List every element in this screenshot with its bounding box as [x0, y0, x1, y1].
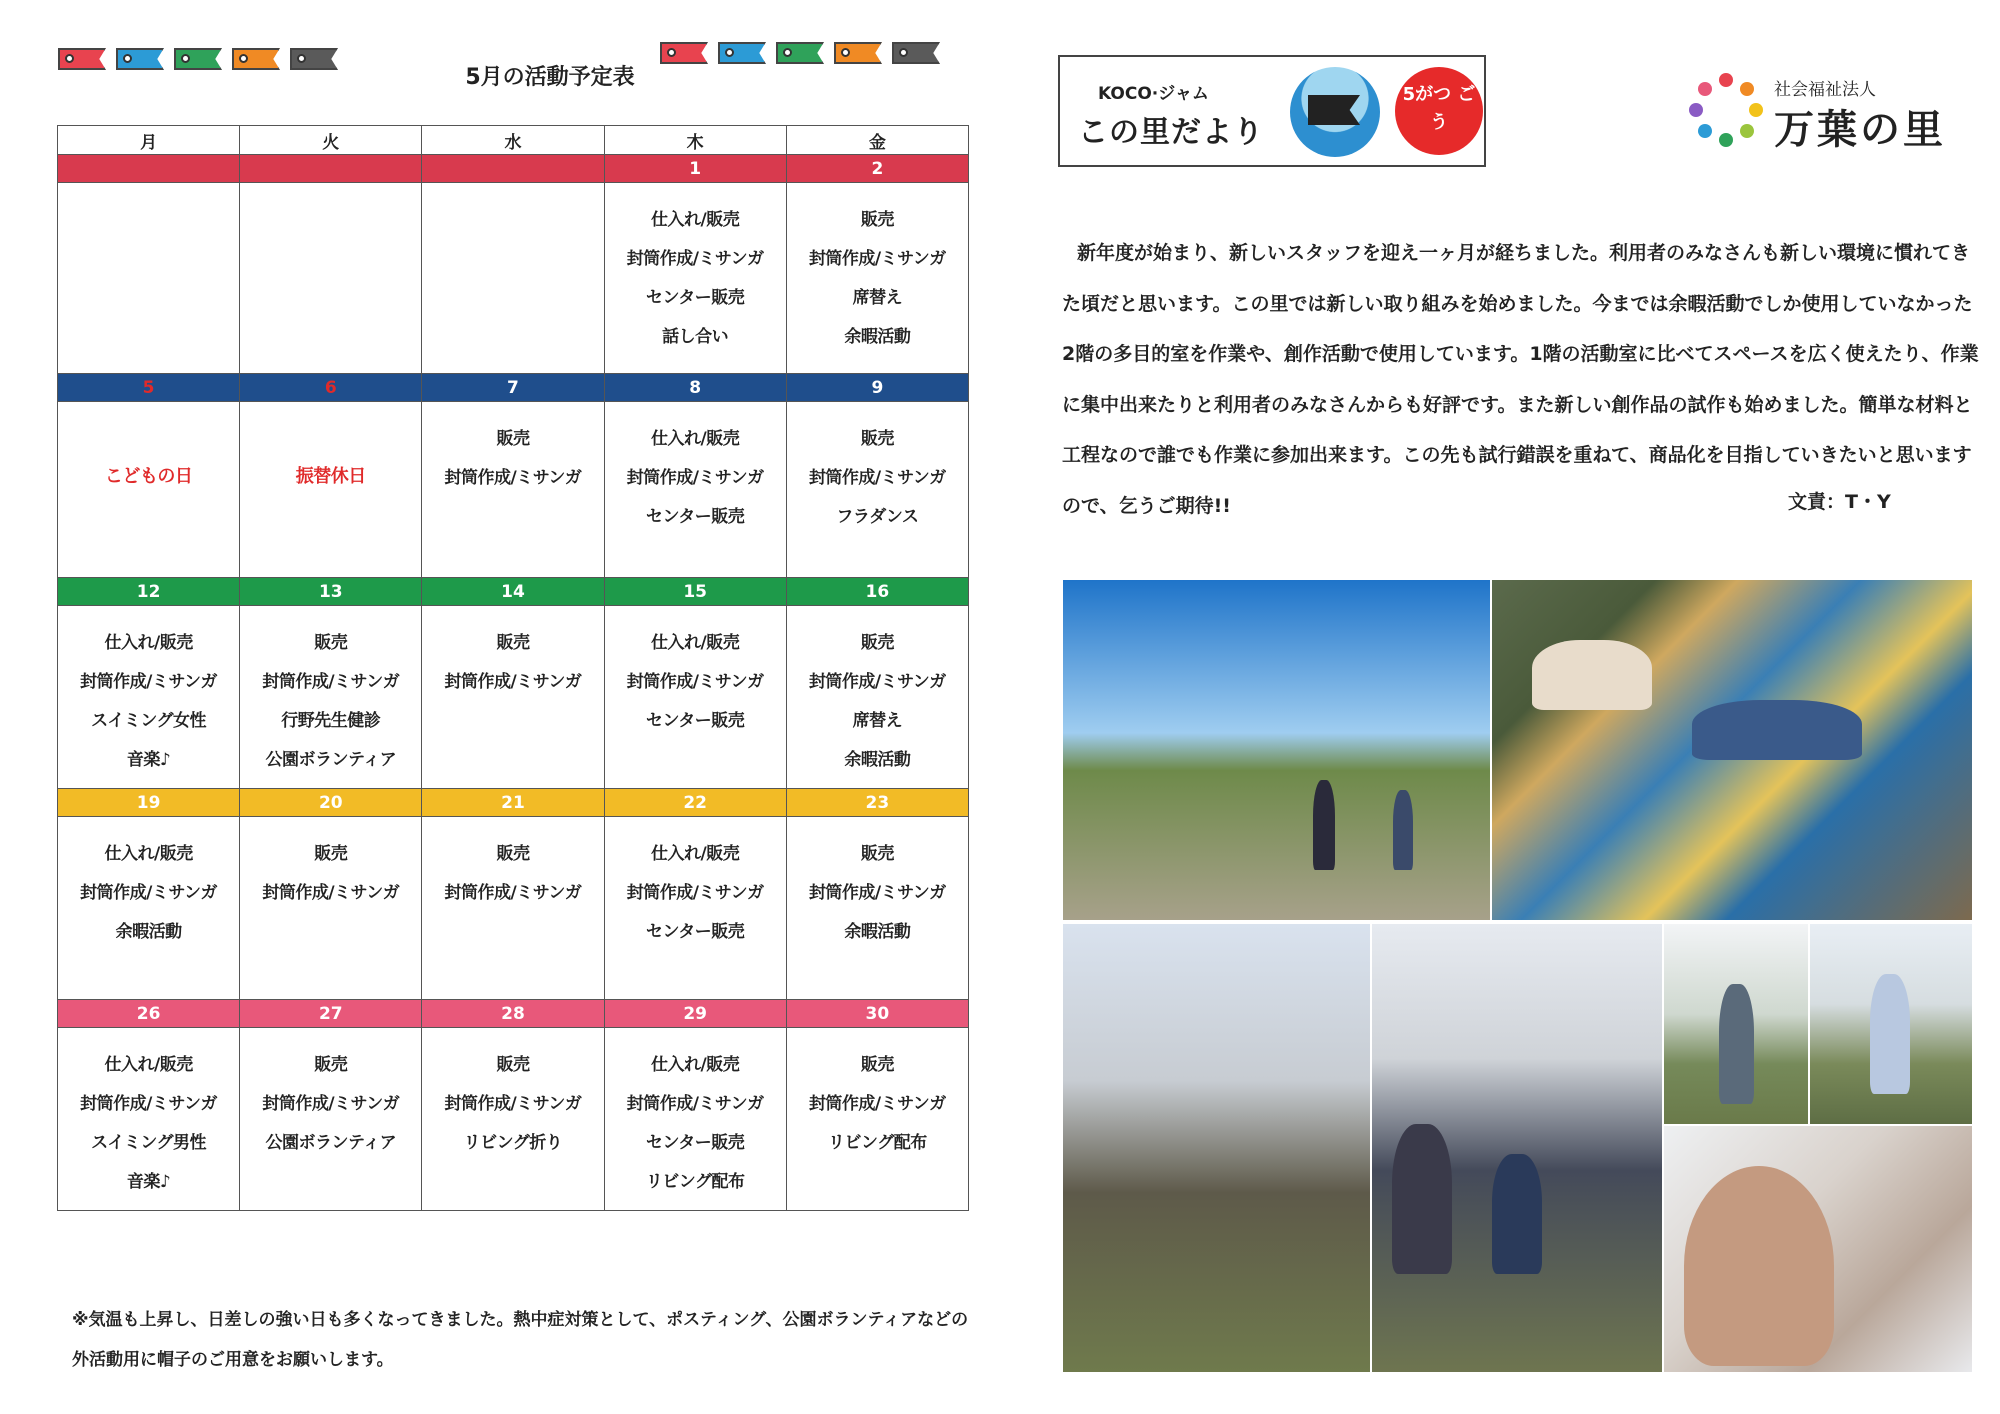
activity-item: 販売 [496, 844, 530, 864]
issue-badge: 5がつ ごう [1395, 67, 1483, 155]
activity-item: 封筒作成/ミサンガ [80, 672, 218, 692]
activity-item: 販売 [496, 1055, 530, 1075]
activity-item: リビング折り [463, 1133, 563, 1153]
activity-item: 仕入れ/販売 [651, 210, 740, 230]
org-logo-icon [1688, 72, 1764, 148]
activity-item: 封筒作成/ミサンガ [444, 883, 582, 903]
org-name: 万葉の里 [1774, 107, 1946, 153]
activity-item: 仕入れ/販売 [651, 1055, 740, 1075]
date-number: 8 [604, 374, 786, 402]
activity-item: 封筒作成/ミサンガ [444, 672, 582, 692]
activity-item: こどもの日 [104, 466, 193, 487]
weekday-label: 金 [786, 126, 968, 155]
activity-item: 封筒作成/ミサンガ [262, 1094, 400, 1114]
day-cell [422, 402, 604, 578]
weekday-label: 火 [240, 126, 422, 155]
day-cell [58, 606, 240, 789]
activity-item: センター販売 [645, 288, 745, 308]
date-row [58, 374, 969, 402]
activity-item: 販売 [314, 844, 348, 864]
activity-item: 音楽♪ [126, 750, 171, 770]
activity-item: 仕入れ/販売 [104, 1055, 193, 1075]
weekday-label: 木 [604, 126, 786, 155]
activity-item: センター販売 [645, 711, 745, 731]
date-number: 14 [422, 578, 604, 606]
day-cell [240, 402, 422, 578]
day-cell [422, 817, 604, 1000]
activity-item: センター販売 [645, 1133, 745, 1153]
carp-streamers-right [660, 42, 940, 64]
carp-streamer-icon [834, 42, 882, 64]
activity-item: 販売 [860, 633, 894, 653]
date-number: 1 [604, 155, 786, 183]
carp-streamer-icon [718, 42, 766, 64]
date-number: 13 [240, 578, 422, 606]
date-number: 5 [58, 374, 240, 402]
brand-label: KOCO·ジャム [1098, 84, 1209, 104]
date-number: 7 [422, 374, 604, 402]
activity-item: 封筒作成/ミサンガ [262, 672, 400, 692]
calendar-note: ※気温も上昇し、日差しの強い日も多くなってきました。熱中症対策として、ポスティング、公園ボランティアなどの外活動用に帽子のご用意をお願いします。 [72, 1310, 969, 1370]
selfie-photo [1664, 1126, 1972, 1372]
activity-item: 話し合い [662, 327, 729, 347]
activity-item: 仕入れ/販売 [651, 844, 740, 864]
activity-item: 余暇活動 [844, 327, 911, 347]
activity-row [58, 606, 969, 789]
activity-item: 仕入れ/販売 [651, 633, 740, 653]
activity-item: 販売 [496, 429, 530, 449]
activity-item: 封筒作成/ミサンガ [808, 1094, 946, 1114]
activity-item: 封筒作成/ミサンガ [444, 1094, 582, 1114]
day-cell [240, 1028, 422, 1211]
day-cell [786, 183, 968, 374]
date-row [58, 1000, 969, 1028]
date-number [240, 155, 422, 183]
activity-calendar [57, 125, 969, 1211]
activity-item: 仕入れ/販売 [104, 633, 193, 653]
day-cell [240, 183, 422, 374]
weekday-header [58, 126, 969, 155]
park-photo [1063, 580, 1490, 920]
day-cell [422, 1028, 604, 1211]
activity-item: 販売 [860, 844, 894, 864]
activity-item: 封筒作成/ミサンガ [626, 883, 764, 903]
day-cell [604, 817, 786, 1000]
activity-item: 封筒作成/ミサンガ [626, 672, 764, 692]
date-number: 15 [604, 578, 786, 606]
article-body: 新年度が始まり、新しいスタッフを迎え一ヶ月が経ちました。利用者のみなさんも新しい環境に慣れてきた頃だと思います。この里では新しい取り組みを始めました。今までは余暇活動でしか使用していなかった2階の多目的室を作業や、創作活動で使用しています。1階の活動室に比べてスペースを広く使えたり、作業に集中出来たりと利用者のみなさんからも好評です。また新しい創作品の試作も始めました。簡単な材料と工程なので誰でも作業に参加出来ます。この先も試行錯誤を重ねて、商品化を目指していきたいと思いますので、乞うご期待!! [1062, 242, 1979, 517]
day-cell [604, 183, 786, 374]
carp-streamer-icon [174, 48, 222, 70]
carp-streamer-icon [290, 48, 338, 70]
date-number: 9 [786, 374, 968, 402]
activity-item: 封筒作成/ミサンガ [626, 249, 764, 269]
activity-item: 封筒作成/ミサンガ [444, 468, 582, 488]
date-row [58, 789, 969, 817]
date-number: 20 [240, 789, 422, 817]
activity-item: 封筒作成/ミサンガ [262, 883, 400, 903]
weekday-label: 水 [422, 126, 604, 155]
date-number: 16 [786, 578, 968, 606]
date-row [58, 578, 969, 606]
day-cell [422, 183, 604, 374]
activity-item: 席替え [852, 288, 903, 308]
day-cell [58, 817, 240, 1000]
activity-item: 販売 [860, 210, 894, 230]
activity-item: スイミング女性 [91, 711, 206, 731]
date-number [58, 155, 240, 183]
newsletter-title: この里だより [1078, 115, 1264, 150]
carp-streamer-icon [58, 48, 106, 70]
activity-item: 封筒作成/ミサンガ [808, 672, 946, 692]
org-type: 社会福祉法人 [1774, 80, 1876, 100]
carp-streamer-icon [232, 48, 280, 70]
activity-item: 余暇活動 [115, 922, 182, 942]
activity-row [58, 402, 969, 578]
group-picnic-photo [1372, 924, 1662, 1372]
picnic-photo [1492, 580, 1972, 920]
date-row [58, 155, 969, 183]
date-number: 12 [58, 578, 240, 606]
activity-item: スイミング男性 [91, 1133, 206, 1153]
carp-streamer-icon [116, 48, 164, 70]
activity-row [58, 817, 969, 1000]
day-cell [786, 402, 968, 578]
activity-item: 封筒作成/ミサンガ [808, 468, 946, 488]
activity-item: 余暇活動 [844, 750, 911, 770]
activity-item: 仕入れ/販売 [651, 429, 740, 449]
day-cell [58, 1028, 240, 1211]
date-number: 19 [58, 789, 240, 817]
activity-item: 販売 [314, 1055, 348, 1075]
activity-item: フラダンス [836, 507, 919, 527]
day-cell [786, 1028, 968, 1211]
carp-streamer-icon [892, 42, 940, 64]
date-number: 26 [58, 1000, 240, 1028]
day-cell [786, 606, 968, 789]
date-number: 2 [786, 155, 968, 183]
calendar-title: 5月の活動予定表 [465, 65, 635, 90]
activity-item: 販売 [496, 633, 530, 653]
activity-item: 公園ボランティア [265, 750, 397, 770]
activity-item: 振替休日 [295, 466, 366, 487]
date-number: 30 [786, 1000, 968, 1028]
date-number [422, 155, 604, 183]
cherry-blossom-photo [1063, 924, 1370, 1372]
activity-item: センター販売 [645, 507, 745, 527]
activity-item: 音楽♪ [126, 1172, 171, 1192]
newsletter-masthead [1058, 55, 1486, 167]
date-number: 28 [422, 1000, 604, 1028]
activity-item: 販売 [860, 429, 894, 449]
activity-item: 公園ボランティア [265, 1133, 397, 1153]
day-cell [422, 606, 604, 789]
person-photo [1664, 924, 1808, 1124]
person-photo-2 [1810, 924, 1972, 1124]
activity-item: 余暇活動 [844, 922, 911, 942]
activity-item: 封筒作成/ミサンガ [80, 1094, 218, 1114]
activity-item: 販売 [314, 633, 348, 653]
date-number: 6 [240, 374, 422, 402]
day-cell [58, 402, 240, 578]
activity-item: 封筒作成/ミサンガ [808, 883, 946, 903]
date-number: 23 [786, 789, 968, 817]
activity-item: 封筒作成/ミサンガ [808, 249, 946, 269]
carp-streamer-icon [776, 42, 824, 64]
activity-item: 仕入れ/販売 [104, 844, 193, 864]
day-cell [604, 1028, 786, 1211]
day-cell [240, 606, 422, 789]
date-number: 22 [604, 789, 786, 817]
activity-row [58, 1028, 969, 1211]
activity-item: 封筒作成/ミサンガ [626, 1094, 764, 1114]
activity-item: リビング配布 [645, 1172, 745, 1192]
day-cell [786, 817, 968, 1000]
date-number: 27 [240, 1000, 422, 1028]
activity-item: 販売 [860, 1055, 894, 1075]
day-cell [58, 183, 240, 374]
carp-streamers-left [58, 48, 338, 70]
date-number: 21 [422, 789, 604, 817]
weekday-label: 月 [58, 126, 240, 155]
day-cell [604, 402, 786, 578]
day-cell [240, 817, 422, 1000]
activity-item: 封筒作成/ミサンガ [80, 883, 218, 903]
activity-item: 席替え [852, 711, 903, 731]
activity-item: 封筒作成/ミサンガ [626, 468, 764, 488]
day-cell [604, 606, 786, 789]
activity-item: 行野先生健診 [281, 711, 381, 731]
activity-item: センター販売 [645, 922, 745, 942]
date-number: 29 [604, 1000, 786, 1028]
activity-row [58, 183, 969, 374]
activity-item: リビング配布 [828, 1133, 927, 1153]
article-author: 文責：T・Y [1788, 491, 1891, 513]
